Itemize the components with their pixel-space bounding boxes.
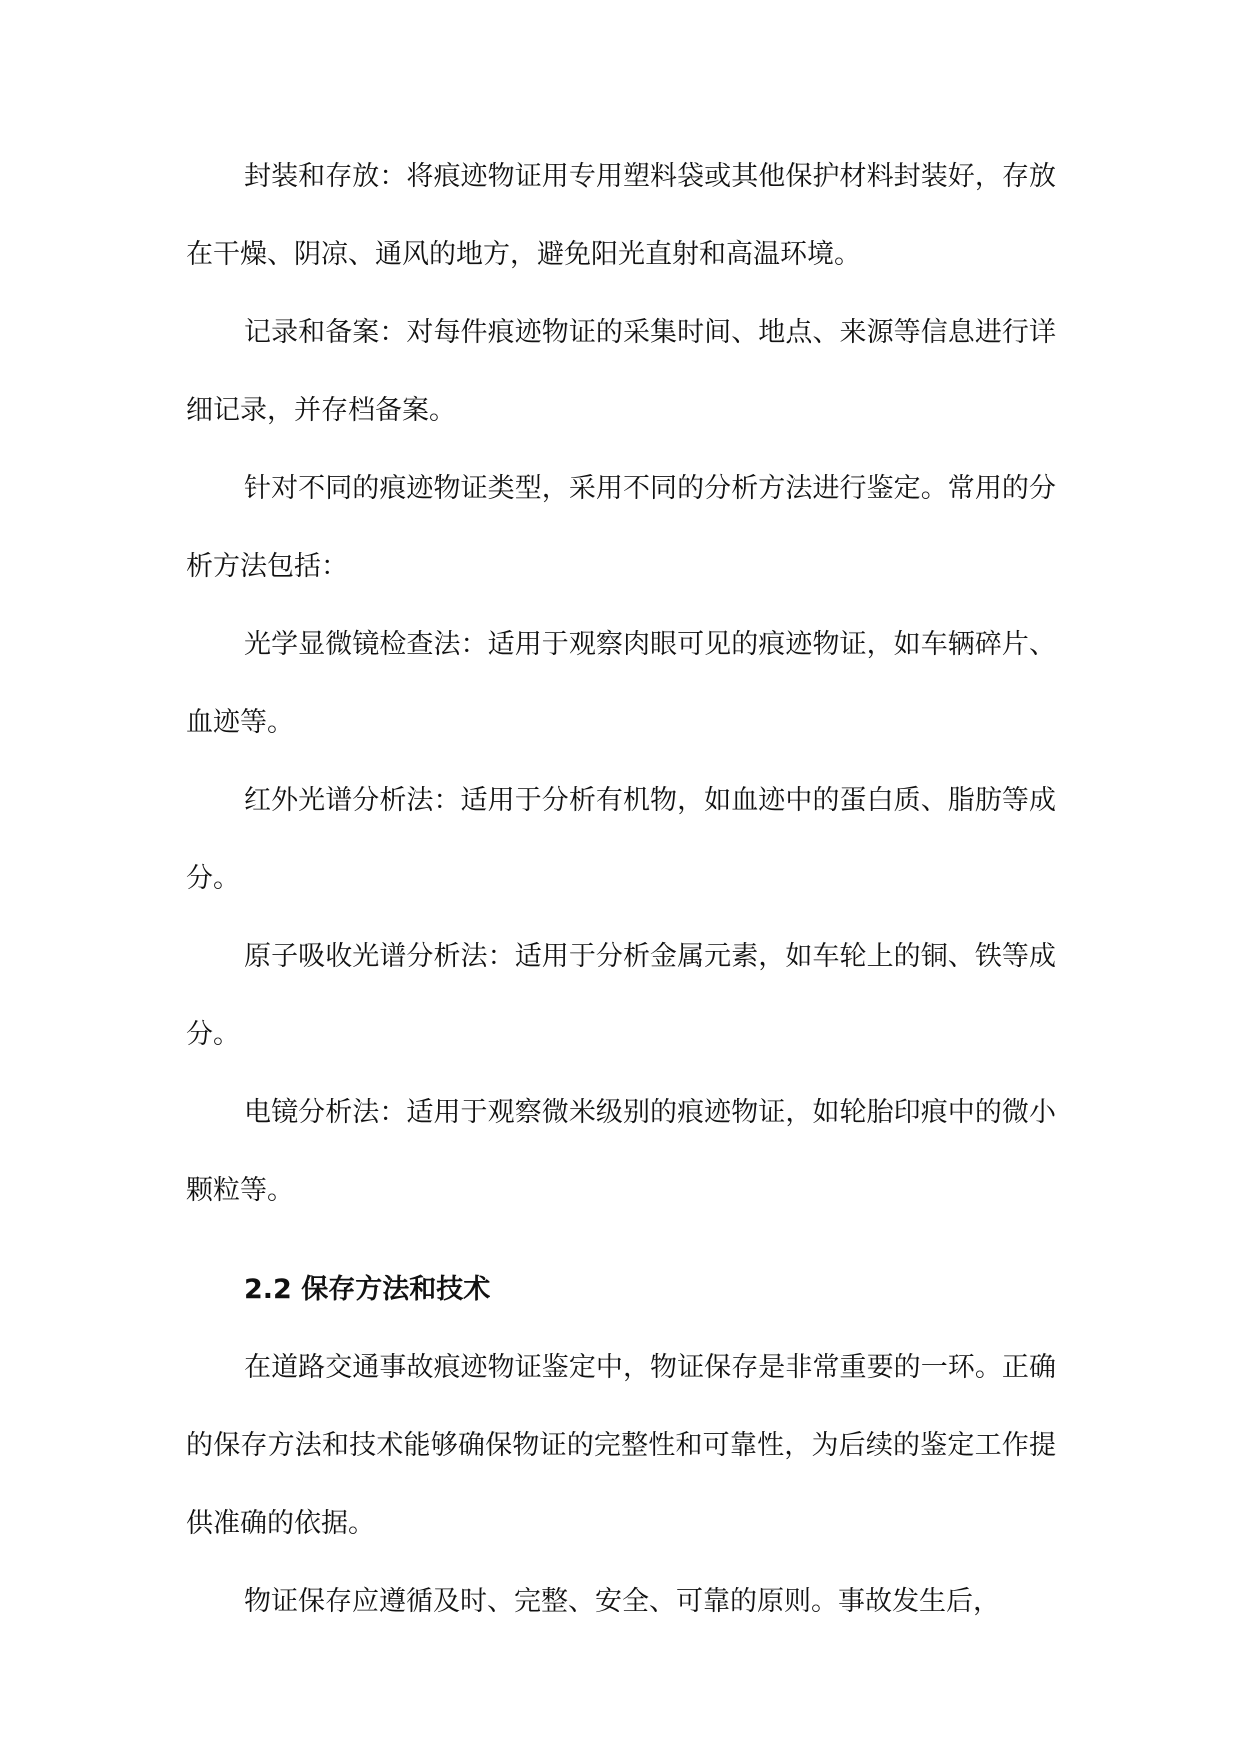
paragraph-optical-microscopy: 光学显微镜检查法：适用于观察肉眼可见的痕迹物证，如车辆碎片、血迹等。 — [186, 629, 1056, 738]
paragraph-preservation-importance: 在道路交通事故痕迹物证鉴定中，物证保存是非常重要的一环。正确的保存方法和技术能够确保物证的完整性和可靠性，为后续的鉴定工作提供准确的依据。 — [186, 1352, 1056, 1539]
paragraph-infrared-spectroscopy: 红外光谱分析法：适用于分析有机物，如血迹中的蛋白质、脂肪等成分。 — [186, 785, 1056, 894]
section-heading: 2.2 保存方法和技术 — [244, 1274, 491, 1305]
paragraph-preservation-principles: 物证保存应遵循及时、完整、安全、可靠的原则。事故发生后， — [244, 1586, 1000, 1617]
paragraph-packaging-storage: 封装和存放：将痕迹物证用专用塑料袋或其他保护材料封装好，存放在干燥、阴凉、通风的地方，避免阳光直射和高温环境。 — [186, 161, 1056, 270]
document-body — [186, 138, 1056, 1641]
paragraph-analysis-methods-intro: 针对不同的痕迹物证类型，采用不同的分析方法进行鉴定。常用的分析方法包括： — [186, 473, 1056, 582]
paragraph-atomic-absorption: 原子吸收光谱分析法：适用于分析金属元素，如车轮上的铜、铁等成分。 — [186, 941, 1056, 1050]
paragraph-recording-filing: 记录和备案：对每件痕迹物证的采集时间、地点、来源等信息进行详细记录，并存档备案。 — [186, 317, 1056, 426]
paragraph-electron-microscopy: 电镜分析法：适用于观察微米级别的痕迹物证，如轮胎印痕中的微小颗粒等。 — [186, 1097, 1056, 1206]
